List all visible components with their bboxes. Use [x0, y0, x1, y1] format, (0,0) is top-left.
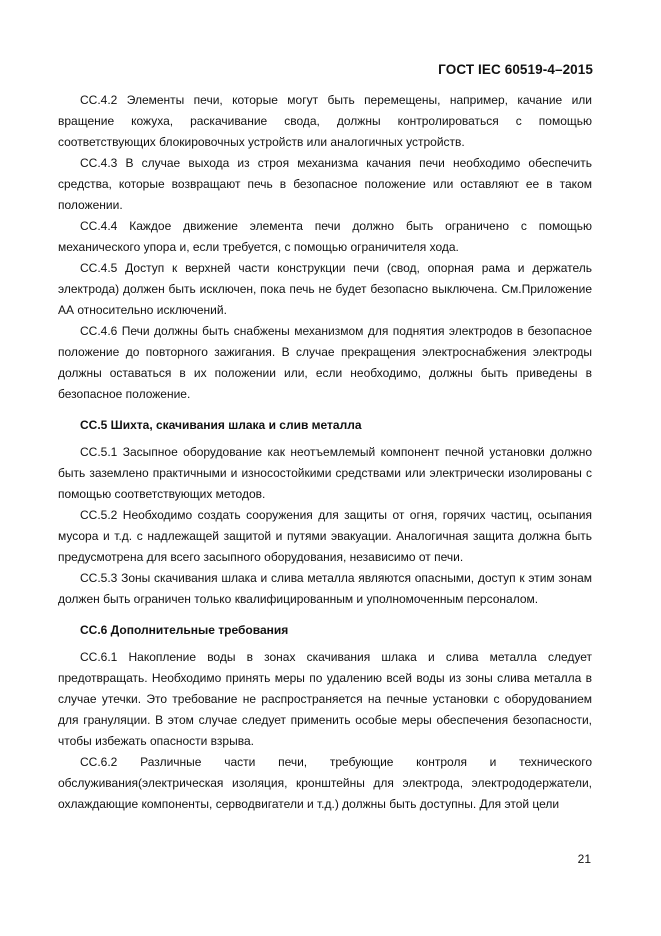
document-header: ГОСТ IEC 60519-4–2015: [438, 62, 593, 77]
paragraph-cc-5-3: CC.5.3 Зоны скачивания шлака и слива металла являются опасными, доступ к этим зонам должен быть ограничен только квалифицированным и уполномоченным персоналом.: [58, 571, 592, 606]
paragraph-cc-6-2: CC.6.2 Различные части печи, требующие контроля и технического обслуживания(электрическая изоляция, кронштейны для электрода, электрододержатели, охлаждающие компоненты, серводвигатели и т.д.) должны быть доступны. Для этой цели: [58, 755, 592, 811]
page-number: 21: [577, 852, 591, 866]
paragraph-cc-4-6: CC.4.6 Печи должны быть снабжены механизмом для поднятия электродов в безопасное положение до повторного зажигания. В случае прекращения электроснабжения электроды должны оставаться в их положении или, если необходимо, должны быть приведены в безопасное положение.: [58, 324, 592, 401]
section-heading-cc-6: CC.6 Дополнительные требования: [80, 623, 289, 637]
paragraph-cc-6-1: CC.6.1 Накопление воды в зонах скачивания шлака и слива металла следует предотвращать. Необходимо принять меры по удалению всей воды из зоны слива металла в случае утечки. Это требование не распространяется на печные установки с оборудованием для грануляции. В этом случае следует применить особые меры обеспечения безопасности, чтобы избежать опасности взрыва.: [58, 650, 592, 748]
section-heading-cc-5: CC.5 Шихта, скачивания шлака и слив металла: [80, 418, 362, 432]
paragraph-cc-4-5: CC.4.5 Доступ к верхней части конструкции печи (свод, опорная рама и держатель электрода) должен быть исключен, пока печь не будет безопасно выключена. См.Приложение АА относительно исключений.: [58, 261, 592, 317]
paragraph-cc-4-3: CC.4.3 В случае выхода из строя механизма качания печи необходимо обеспечить средства, которые возвращают печь в безопасное положение или оставляют ее в таком положении.: [58, 156, 592, 212]
paragraph-cc-4-2: CC.4.2 Элементы печи, которые могут быть перемещены, например, качание или вращение кожуха, раскачивание свода, должны контролироваться с помощью соответствующих блокировочных устройств или аналогичных устройств.: [58, 93, 592, 149]
paragraph-cc-5-2: CC.5.2 Необходимо создать сооружения для защиты от огня, горячих частиц, осыпания мусора и т.д. с надлежащей защитой и путями эвакуации. Аналогичная защита должна быть предусмотрена для всего засыпного оборудования, независимо от печи.: [58, 508, 592, 564]
paragraph-cc-4-4: CC.4.4 Каждое движение элемента печи должно быть ограничено с помощью механического упора и, если требуется, с помощью ограничителя хода.: [58, 219, 592, 254]
document-body: [58, 90, 592, 815]
paragraph-cc-5-1: CC.5.1 Засыпное оборудование как неотъемлемый компонент печной установки должно быть заземлено практичными и износостойкими средствами или электрически изолированы с помощью соответствующих методов.: [58, 445, 592, 501]
